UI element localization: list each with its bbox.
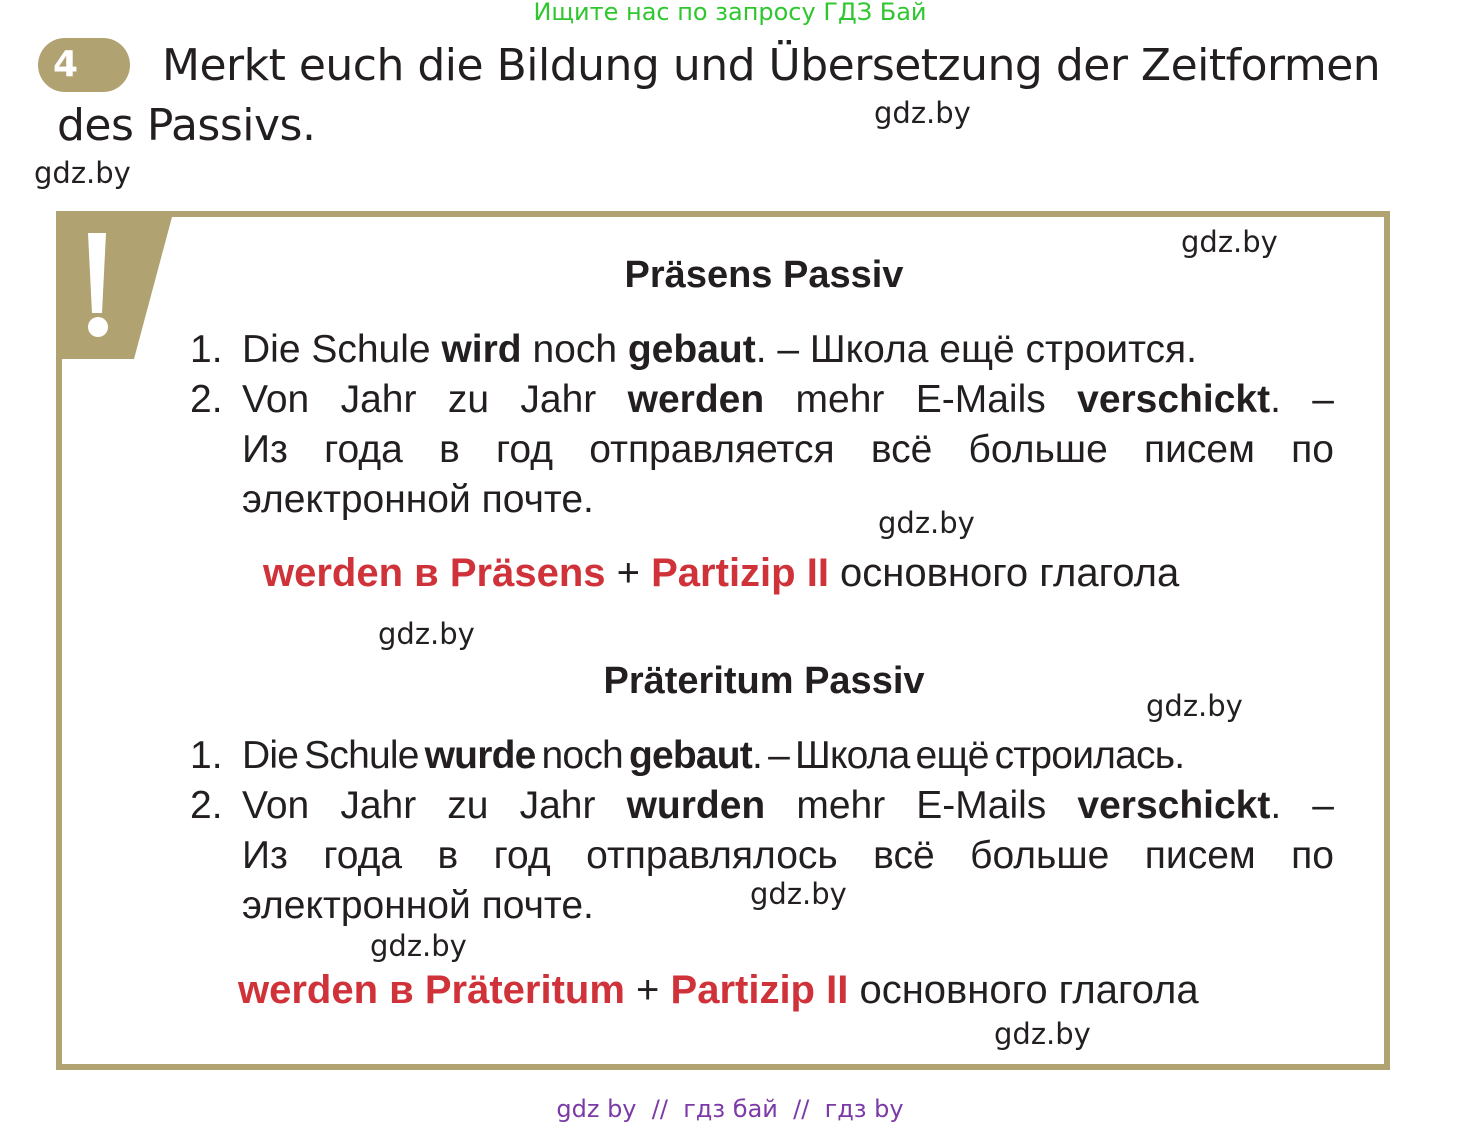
- formula-praeteritum: werden в Präteritum + Partizip II основного глагола: [238, 968, 1199, 1012]
- search-banner: Ищите нас по запросу ГДЗ Бай: [533, 0, 927, 26]
- watermark: gdz.by: [878, 506, 975, 540]
- verb-form: wird: [441, 328, 522, 371]
- task-title: Merkt euch die Bildung und Übersetzung der Zeitformen des Passivs.: [57, 40, 1381, 151]
- verb-form: verschickt: [1077, 378, 1271, 421]
- section-title-praeteritum: Präteritum Passiv: [603, 660, 925, 702]
- watermark: gdz.by: [370, 929, 467, 963]
- example-number: 1.: [190, 328, 223, 371]
- example-sentence: Von Jahr zu Jahr wurden mehr E-Mails verschickt. –: [242, 784, 1334, 827]
- example-translation: электронной почте.: [242, 884, 594, 927]
- example-number: 2.: [190, 784, 223, 827]
- example-translation: электронной почте.: [242, 478, 594, 521]
- example-translation: Из года в год отправляется всё больше писем по: [242, 428, 1334, 471]
- verb-form: wurde: [424, 734, 536, 777]
- watermark: gdz.by: [1146, 689, 1243, 723]
- footer-links: gdz by // гдз бай // гдз by: [556, 1095, 904, 1123]
- example-sentence: Die Schule wird noch gebaut. – Школа ещё строится.: [242, 328, 1197, 371]
- verb-form: verschickt: [1077, 784, 1271, 827]
- watermark: gdz.by: [34, 156, 131, 190]
- task-number: 4: [53, 44, 79, 85]
- verb-form: gebaut: [627, 328, 756, 371]
- watermark: gdz.by: [874, 96, 971, 130]
- verb-form: gebaut: [628, 734, 752, 777]
- watermark: gdz.by: [1181, 225, 1278, 259]
- verb-form: werden: [627, 378, 765, 421]
- example-number: 2.: [190, 378, 223, 421]
- example-sentence: Die Schule wurde noch gebaut. – Школа ещё строилась.: [242, 734, 1185, 777]
- watermark: gdz.by: [994, 1017, 1091, 1051]
- formula-praesens: werden в Präsens + Partizip II основного глагола: [263, 551, 1180, 595]
- example-translation: Из года в год отправлялось всё больше писем по: [242, 834, 1334, 877]
- verb-form: wurden: [626, 784, 766, 827]
- example-sentence: Von Jahr zu Jahr werden mehr E-Mails verschickt. –: [242, 378, 1334, 421]
- watermark: gdz.by: [378, 617, 475, 651]
- watermark: gdz.by: [750, 877, 847, 911]
- section-title-praesens: Präsens Passiv: [624, 254, 904, 296]
- example-number: 1.: [190, 734, 223, 777]
